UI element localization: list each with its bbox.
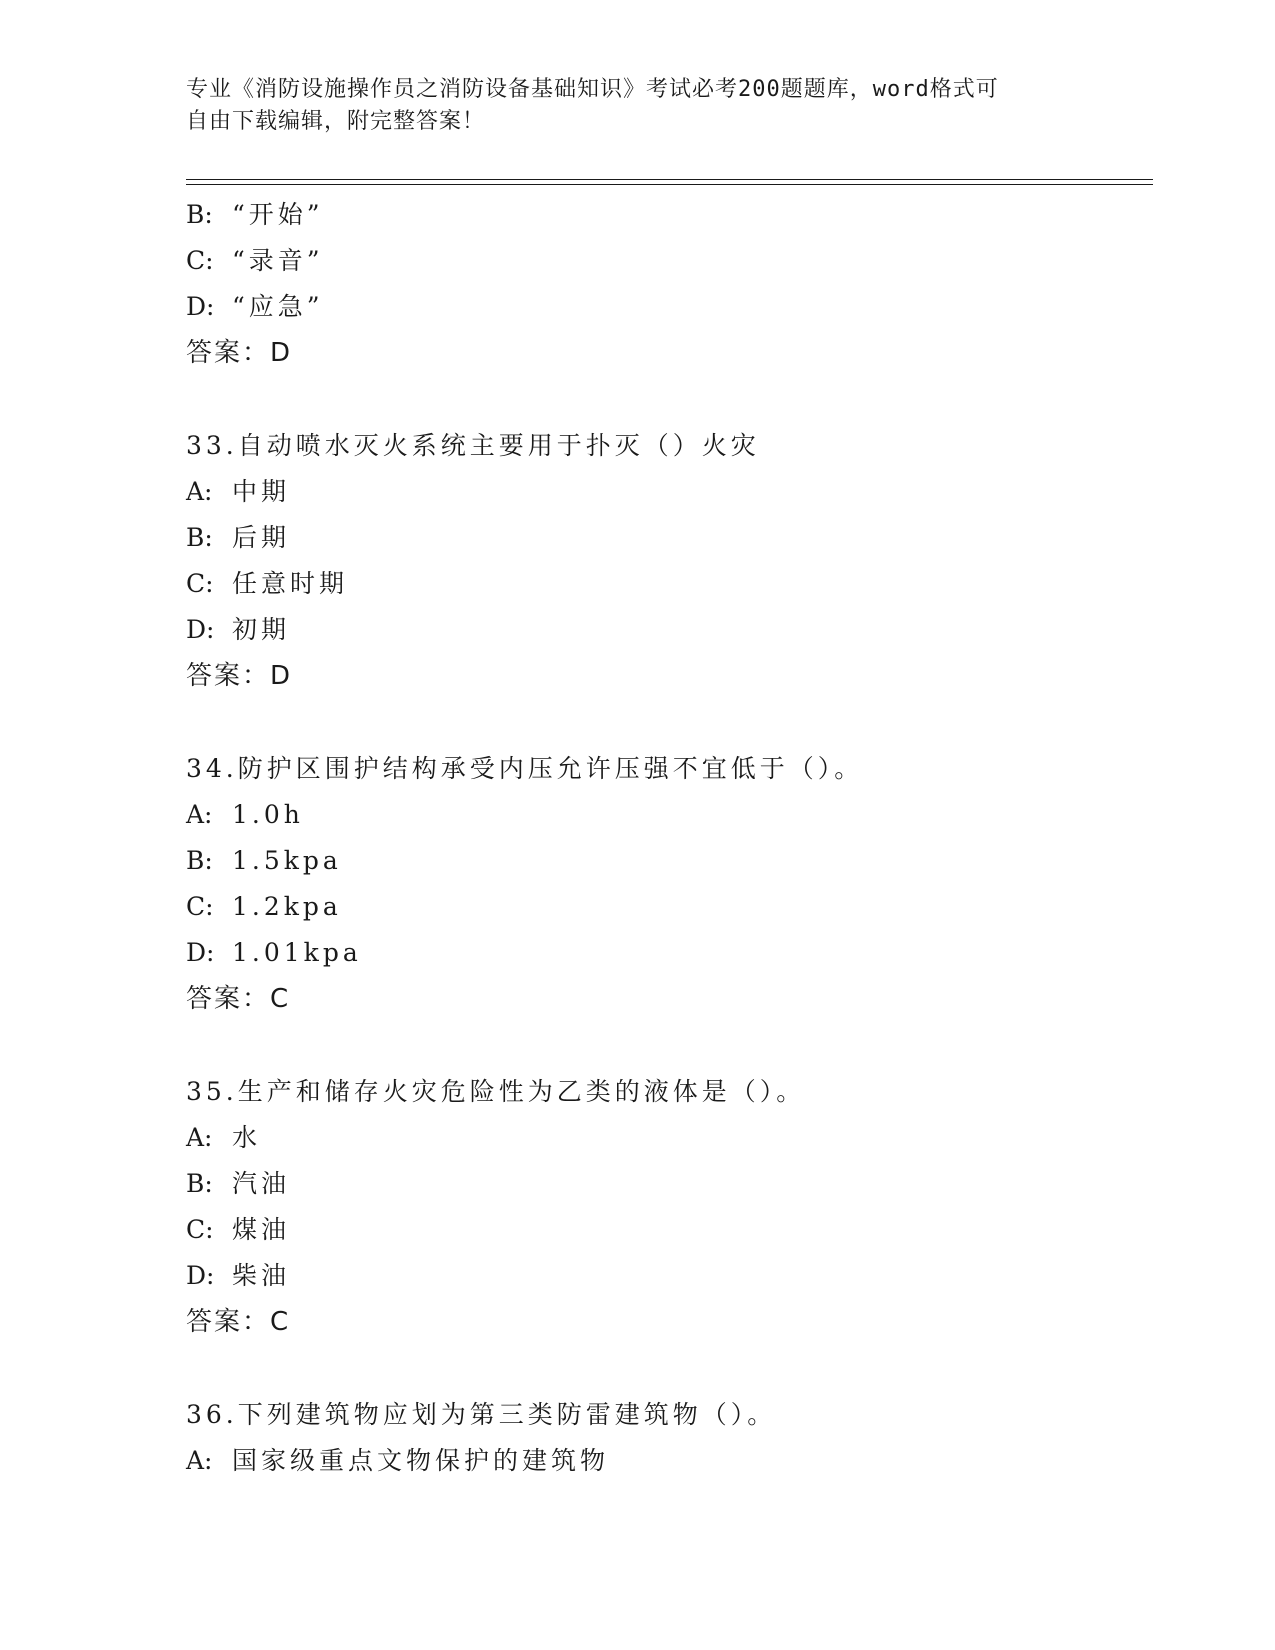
option-b [186,192,1146,238]
header-divider-bottom [186,184,1153,185]
option-label: A: [186,1446,213,1475]
option-label: B: [186,200,213,229]
option-b [186,838,1146,884]
option-text: 水 [232,1123,262,1152]
header-divider-top [186,179,1153,180]
option-text: 1.0h [232,800,304,829]
option-label: C: [186,569,214,598]
option-text: 1.01kpa [232,938,362,967]
answer-line: 答案：C [186,1307,291,1337]
option-a [186,1115,1146,1161]
question-text: 34.防护区围护结构承受内压允许压强不宜低于（）。 [186,754,864,783]
option-c [186,238,1146,284]
question-block [186,746,1146,1022]
option-label: A: [186,1123,213,1152]
option-label: B: [186,1169,213,1198]
option-text: “开始” [232,200,324,229]
option-text: “应急” [232,292,324,321]
option-label: C: [186,892,214,921]
option-text: 煤油 [232,1215,291,1244]
header-line-1: 专业《消防设施操作员之消防设备基础知识》考试必考200题题库，word格式可 [186,77,999,102]
question-text: 35.生产和储存火灾危险性为乙类的液体是（）。 [186,1077,806,1106]
option-label: C: [186,1215,214,1244]
answer-line: 答案：D [186,338,293,368]
question-block [186,1069,1146,1345]
option-label: D: [186,1261,215,1290]
answer-line: 答案：C [186,984,291,1014]
document-header [186,74,1086,138]
option-label: D: [186,292,215,321]
answer-line: 答案：D [186,661,293,691]
option-label: C: [186,246,214,275]
option-d [186,930,1146,976]
header-line-2: 自由下载编辑，附完整答案！ [186,109,486,134]
option-c [186,884,1146,930]
question-block [186,192,1146,376]
option-text: 初期 [232,615,291,644]
option-label: A: [186,477,213,506]
option-d [186,1253,1146,1299]
question-block [186,423,1146,699]
option-label: B: [186,846,213,875]
option-text: 后期 [232,523,291,552]
option-c [186,1207,1146,1253]
question-text: 36.下列建筑物应划为第三类防雷建筑物（）。 [186,1400,777,1429]
option-label: D: [186,615,215,644]
option-c [186,561,1146,607]
option-text: 中期 [232,477,291,506]
option-b [186,1161,1146,1207]
option-text: 柴油 [232,1261,291,1290]
option-label: B: [186,523,213,552]
question-block [186,1392,1146,1484]
option-d [186,284,1146,330]
option-a [186,469,1146,515]
question-list [186,192,1146,1484]
option-text: 国家级重点文物保护的建筑物 [232,1446,610,1475]
option-d [186,607,1146,653]
option-text: 任意时期 [232,569,349,598]
option-b [186,515,1146,561]
option-text: “录音” [232,246,324,275]
option-a [186,1438,1146,1484]
option-a [186,792,1146,838]
option-label: D: [186,938,215,967]
option-text: 汽油 [232,1169,291,1198]
option-text: 1.2kpa [232,892,342,921]
question-text: 33.自动喷水灭火系统主要用于扑灭（）火灾 [186,431,760,460]
option-label: A: [186,800,213,829]
option-text: 1.5kpa [232,846,342,875]
